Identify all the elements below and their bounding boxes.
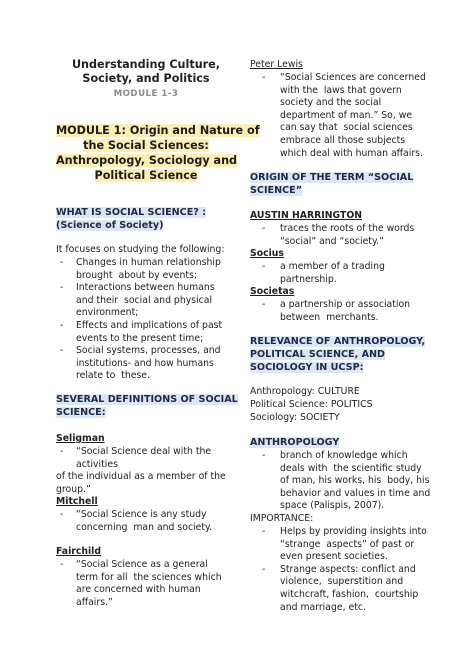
module1-heading-line3: Anthropology, Sociology and [56, 154, 238, 167]
societas-name: Societas [250, 286, 295, 297]
relevance-heading-line3: SOCIOLOGY IN UCSP: [250, 362, 364, 373]
definitions-heading-line1: SEVERAL DEFINITIONS OF SOCIAL [56, 394, 238, 405]
list-item-cont: space (Palispis, 2007). [280, 500, 385, 512]
list-item-cont: witchcraft, fashion, courtship [280, 588, 419, 600]
what-is-heading-line2: (Science of Society) [56, 220, 164, 231]
list-item-cont: which deal with human affairs. [280, 147, 423, 159]
list-item-cont: are concerned with human [76, 584, 201, 596]
mitchell-list [56, 509, 212, 534]
list-item-cont: events to the present time; [76, 332, 204, 344]
document-title-line1: Understanding Culture, [71, 58, 221, 71]
societas-list [250, 299, 410, 324]
list-item: - Helps by providing insights into [262, 526, 427, 537]
module1-heading-line2: the Social Sciences: [83, 139, 209, 152]
list-item-cont: with the laws that govern [280, 84, 402, 96]
list-item-cont: activities [76, 458, 118, 470]
seligman-cont-line1: of the individual as a member of the [56, 471, 226, 482]
fairchild-list [56, 559, 222, 609]
origin-heading-line1: ORIGIN OF THE TERM “SOCIAL [250, 172, 414, 183]
harrington-name: AUSTIN HARRINGTON [250, 210, 362, 221]
what-is-intro: It focuses on studying the following: [56, 244, 225, 255]
list-item-cont: relate to these. [76, 370, 150, 382]
what-is-heading-line1: WHAT IS SOCIAL SCIENCE? : [56, 207, 206, 218]
origin-heading-line2: SCIENCE” [250, 185, 303, 196]
lewis-list [250, 72, 426, 160]
list-item: - Strange aspects: conflict and [262, 563, 416, 575]
list-item: - “Social Science as a general [60, 559, 208, 570]
list-item: - a partnership or association [262, 299, 411, 310]
relevance-heading-line1: RELEVANCE OF ANTHROPOLOGY, [250, 336, 426, 347]
socius-name: Socius [250, 248, 284, 259]
fairchild-name: Fairchild [56, 546, 102, 557]
list-item-cont: institutions- and how humans [76, 357, 214, 369]
list-item-cont: “social” and “society.” [280, 235, 384, 247]
list-item: - Social systems, processes, and [60, 345, 221, 357]
list-item-cont: between merchants. [280, 311, 379, 323]
document-title-line2: Society, and Politics [82, 72, 210, 85]
list-item: - branch of knowledge which [262, 450, 408, 461]
list-item-cont: environment; [76, 307, 139, 319]
relevance-row: Political Science: POLITICS [250, 399, 373, 410]
list-item: - “Social Science deal with the [60, 446, 212, 457]
list-item-cont: and their social and physical [76, 294, 213, 306]
list-item-cont: deals with the scientific study [280, 462, 422, 474]
list-item-cont: concerning man and society. [76, 521, 213, 533]
list-item: - Changes in human relationship [60, 257, 221, 268]
list-item-cont: violence, superstition and [280, 576, 404, 588]
list-item-cont: even present societies. [280, 551, 388, 563]
list-item-cont: term for all the sciences which [76, 571, 222, 583]
list-item: - “Social Science is any study [60, 509, 207, 520]
list-item-cont: brought about by events; [76, 269, 198, 281]
relevance-heading-line2: POLITICAL SCIENCE, AND [250, 349, 386, 360]
module1-heading-line4: Political Science [94, 169, 198, 182]
list-item: - traces the roots of the words [262, 223, 415, 234]
anthropology-def-list [250, 450, 430, 513]
seligman-name: Seligman [56, 433, 105, 444]
list-item: - a member of a trading [262, 261, 385, 272]
list-item-cont: embrace all those subjects [280, 134, 406, 146]
mitchell-name: Mitchell [56, 496, 98, 507]
list-item-cont: of man, his works, his body, his [280, 475, 430, 487]
list-item: - Interactions between humans [60, 282, 215, 294]
relevance-row: Sociology: SOCIETY [250, 412, 340, 423]
what-is-list [56, 257, 222, 383]
list-item: - Effects and implications of past [60, 319, 223, 331]
list-item-cont: affairs.” [76, 596, 113, 608]
harrington-list [250, 223, 414, 248]
module-range: MODULE 1-3 [113, 89, 179, 99]
list-item-cont: behavior and values in time and [280, 487, 431, 499]
importance-label: IMPORTANCE: [250, 513, 314, 524]
importance-list [250, 526, 427, 614]
definitions-heading-line2: SCIENCE: [56, 407, 106, 418]
list-item-cont: partnership. [280, 273, 337, 285]
list-item-cont: society and the social [280, 97, 382, 109]
seligman-cont-line2: group.” [56, 484, 91, 495]
list-item-cont: department of man.” So, we [280, 109, 413, 121]
seligman-list [56, 446, 211, 471]
list-item: - “Social Sciences are concerned [262, 72, 426, 83]
module1-heading-line1: MODULE 1: Origin and Nature of [56, 124, 260, 137]
socius-list [250, 261, 385, 286]
list-item-cont: and marriage, etc. [280, 601, 366, 613]
lewis-name: Peter Lewis [250, 59, 303, 70]
anthropology-heading: ANTHROPOLOGY [250, 437, 340, 448]
list-item-cont: “strange aspects” of past or [280, 538, 415, 550]
relevance-row: Anthropology: CULTURE [250, 386, 360, 397]
list-item-cont: can say that social sciences [280, 122, 413, 134]
